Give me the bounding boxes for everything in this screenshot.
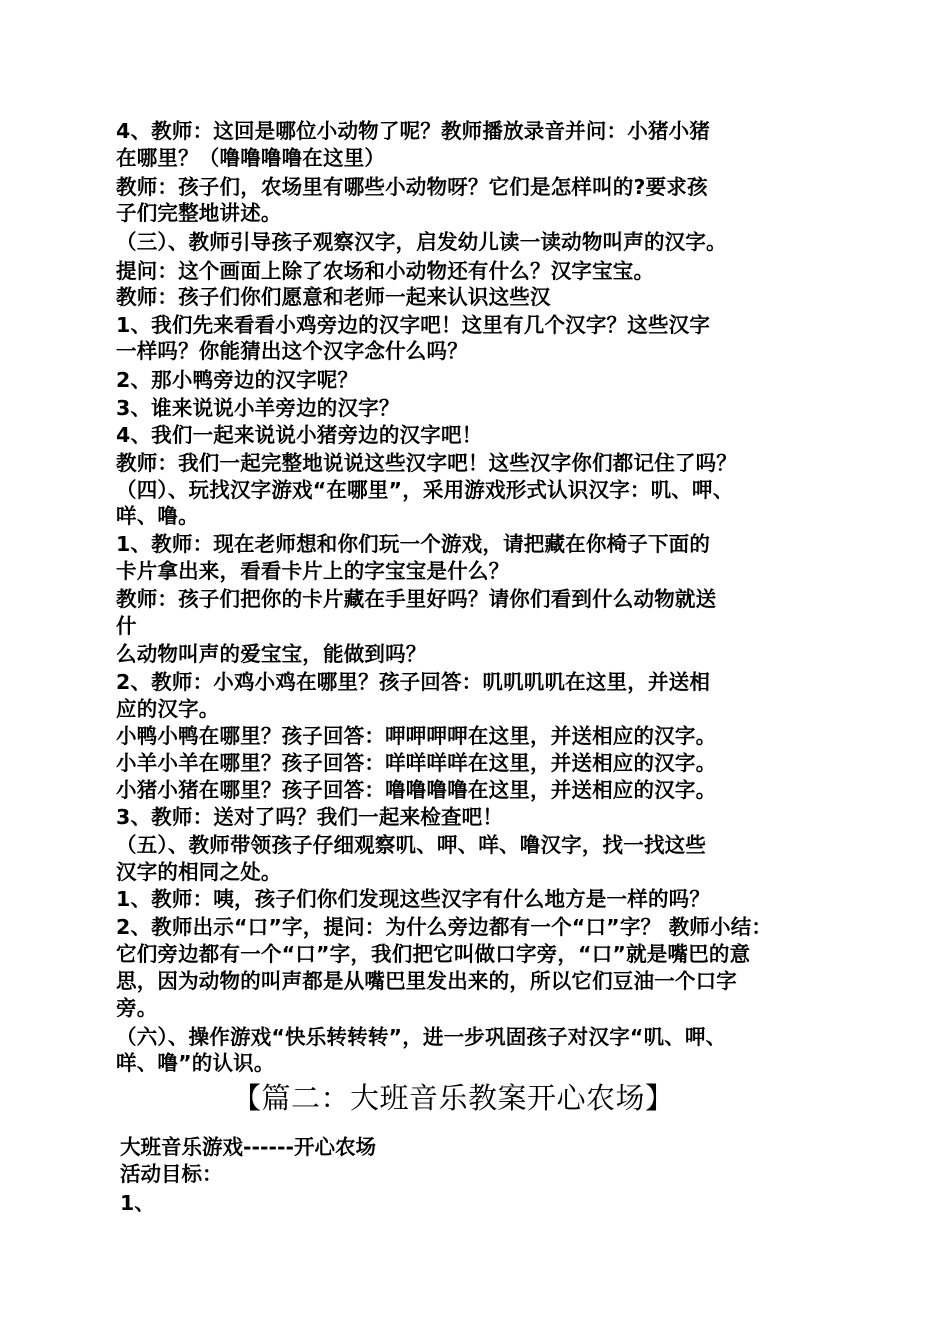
list-item: 1、 (120, 1191, 155, 1215)
text-line: 小羊小羊在哪里？孩子回答：咩咩咩咩在这里，并送相应的汉字。 (116, 751, 717, 775)
text-line: 汉字的相同之处。 (116, 860, 282, 884)
text-line: 教师：孩子们，农场里有哪些小动物呀？它们是怎样叫的?要求孩 (116, 175, 708, 199)
text-line: 教师：我们一起完整地说说这些汉字吧！这些汉字你们都记住了吗？ (116, 451, 737, 475)
text-line: 3、谁来说说小羊旁边的汉字？ (116, 396, 400, 420)
text-line: 4、我们一起来说说小猪旁边的汉字吧！ (116, 423, 483, 447)
text-line: （四）、玩找汉字游戏“在哪里”，采用游戏形式认识汉字：叽、呷、 (116, 478, 734, 502)
text-line: （六）、操作游戏“快乐转转转”，进一步巩固孩子对汉字“叽、呷、 (116, 1025, 727, 1049)
text-line: 1、教师：现在老师想和你们玩一个游戏，请把藏在你椅子下面的 (116, 532, 711, 556)
sub-label: 活动目标： (120, 1162, 223, 1186)
text-line: （三）、教师引导孩子观察汉字，启发幼儿读一读动物叫声的汉字。 (116, 230, 727, 254)
text-line: 咩、噜。 (116, 504, 199, 528)
text-line: 2、教师：小鸡小鸡在哪里？孩子回答：叽叽叽叽在这里，并送相 (116, 670, 711, 694)
text-line: 1、教师：咦，孩子们你们发现这些汉字有什么地方是一样的吗？ (116, 887, 711, 911)
text-line: 它们旁边都有一个“口”字，我们把它叫做口字旁，“口”就是嘴巴的意 (116, 942, 751, 966)
text-line: 一样吗？你能猜出这个汉字念什么吗？ (116, 339, 468, 363)
text-line: 提问：这个画面上除了农场和小动物还有什么？汉字宝宝。 (116, 259, 655, 283)
text-line: 小鸭小鸭在哪里？孩子回答：呷呷呷呷在这里，并送相应的汉字。 (116, 724, 717, 748)
text-line: 教师：孩子们你们愿意和老师一起来认识这些汉 (116, 285, 551, 309)
text-line: 3、教师：送对了吗？我们一起来检查吧！ (116, 805, 504, 829)
text-line: 1、我们先来看看小鸡旁边的汉字吧！这里有几个汉字？这些汉字 (116, 313, 711, 337)
text-line: 子们完整地讲述。 (116, 201, 282, 225)
text-line: 什 (116, 614, 137, 638)
sub-title: 大班音乐游戏------开心农场 (120, 1135, 377, 1159)
text-line: 小猪小猪在哪里？孩子回答：噜噜噜噜在这里，并送相应的汉字。 (116, 778, 717, 802)
text-line: 旁。 (116, 996, 158, 1020)
text-line: 教师：孩子们把你的卡片藏在手里好吗？请你们看到什么动物就送 (116, 587, 717, 611)
text-line: 应的汉字。 (116, 697, 220, 721)
text-line: 思，因为动物的叫声都是从嘴巴里发出来的，所以它们豆油一个口字 (116, 969, 737, 993)
text-line: 2、那小鸭旁边的汉字呢？ (116, 368, 359, 392)
text-line: 卡片拿出来，看看卡片上的字宝宝是什么？ (116, 559, 510, 583)
text-line: 2、教师出示“口”字，提问：为什么旁边都有一个“口”字？ 教师小结： (116, 915, 773, 939)
text-line: 咩、噜”的认识。 (116, 1051, 275, 1075)
text-line: 4、教师：这回是哪位小动物了呢？教师播放录音并问：小猪小猪 (116, 119, 711, 143)
text-line: 么动物叫声的爱宝宝，能做到吗？ (116, 642, 427, 666)
section-heading: 【篇二：大班音乐教案开心农场】 (232, 1081, 675, 1115)
text-line: （五）、教师带领孩子仔细观察叽、呷、咩、噜汉字，找一找这些 (116, 833, 707, 857)
text-line: 在哪里？（噜噜噜噜在这里） (116, 146, 386, 170)
